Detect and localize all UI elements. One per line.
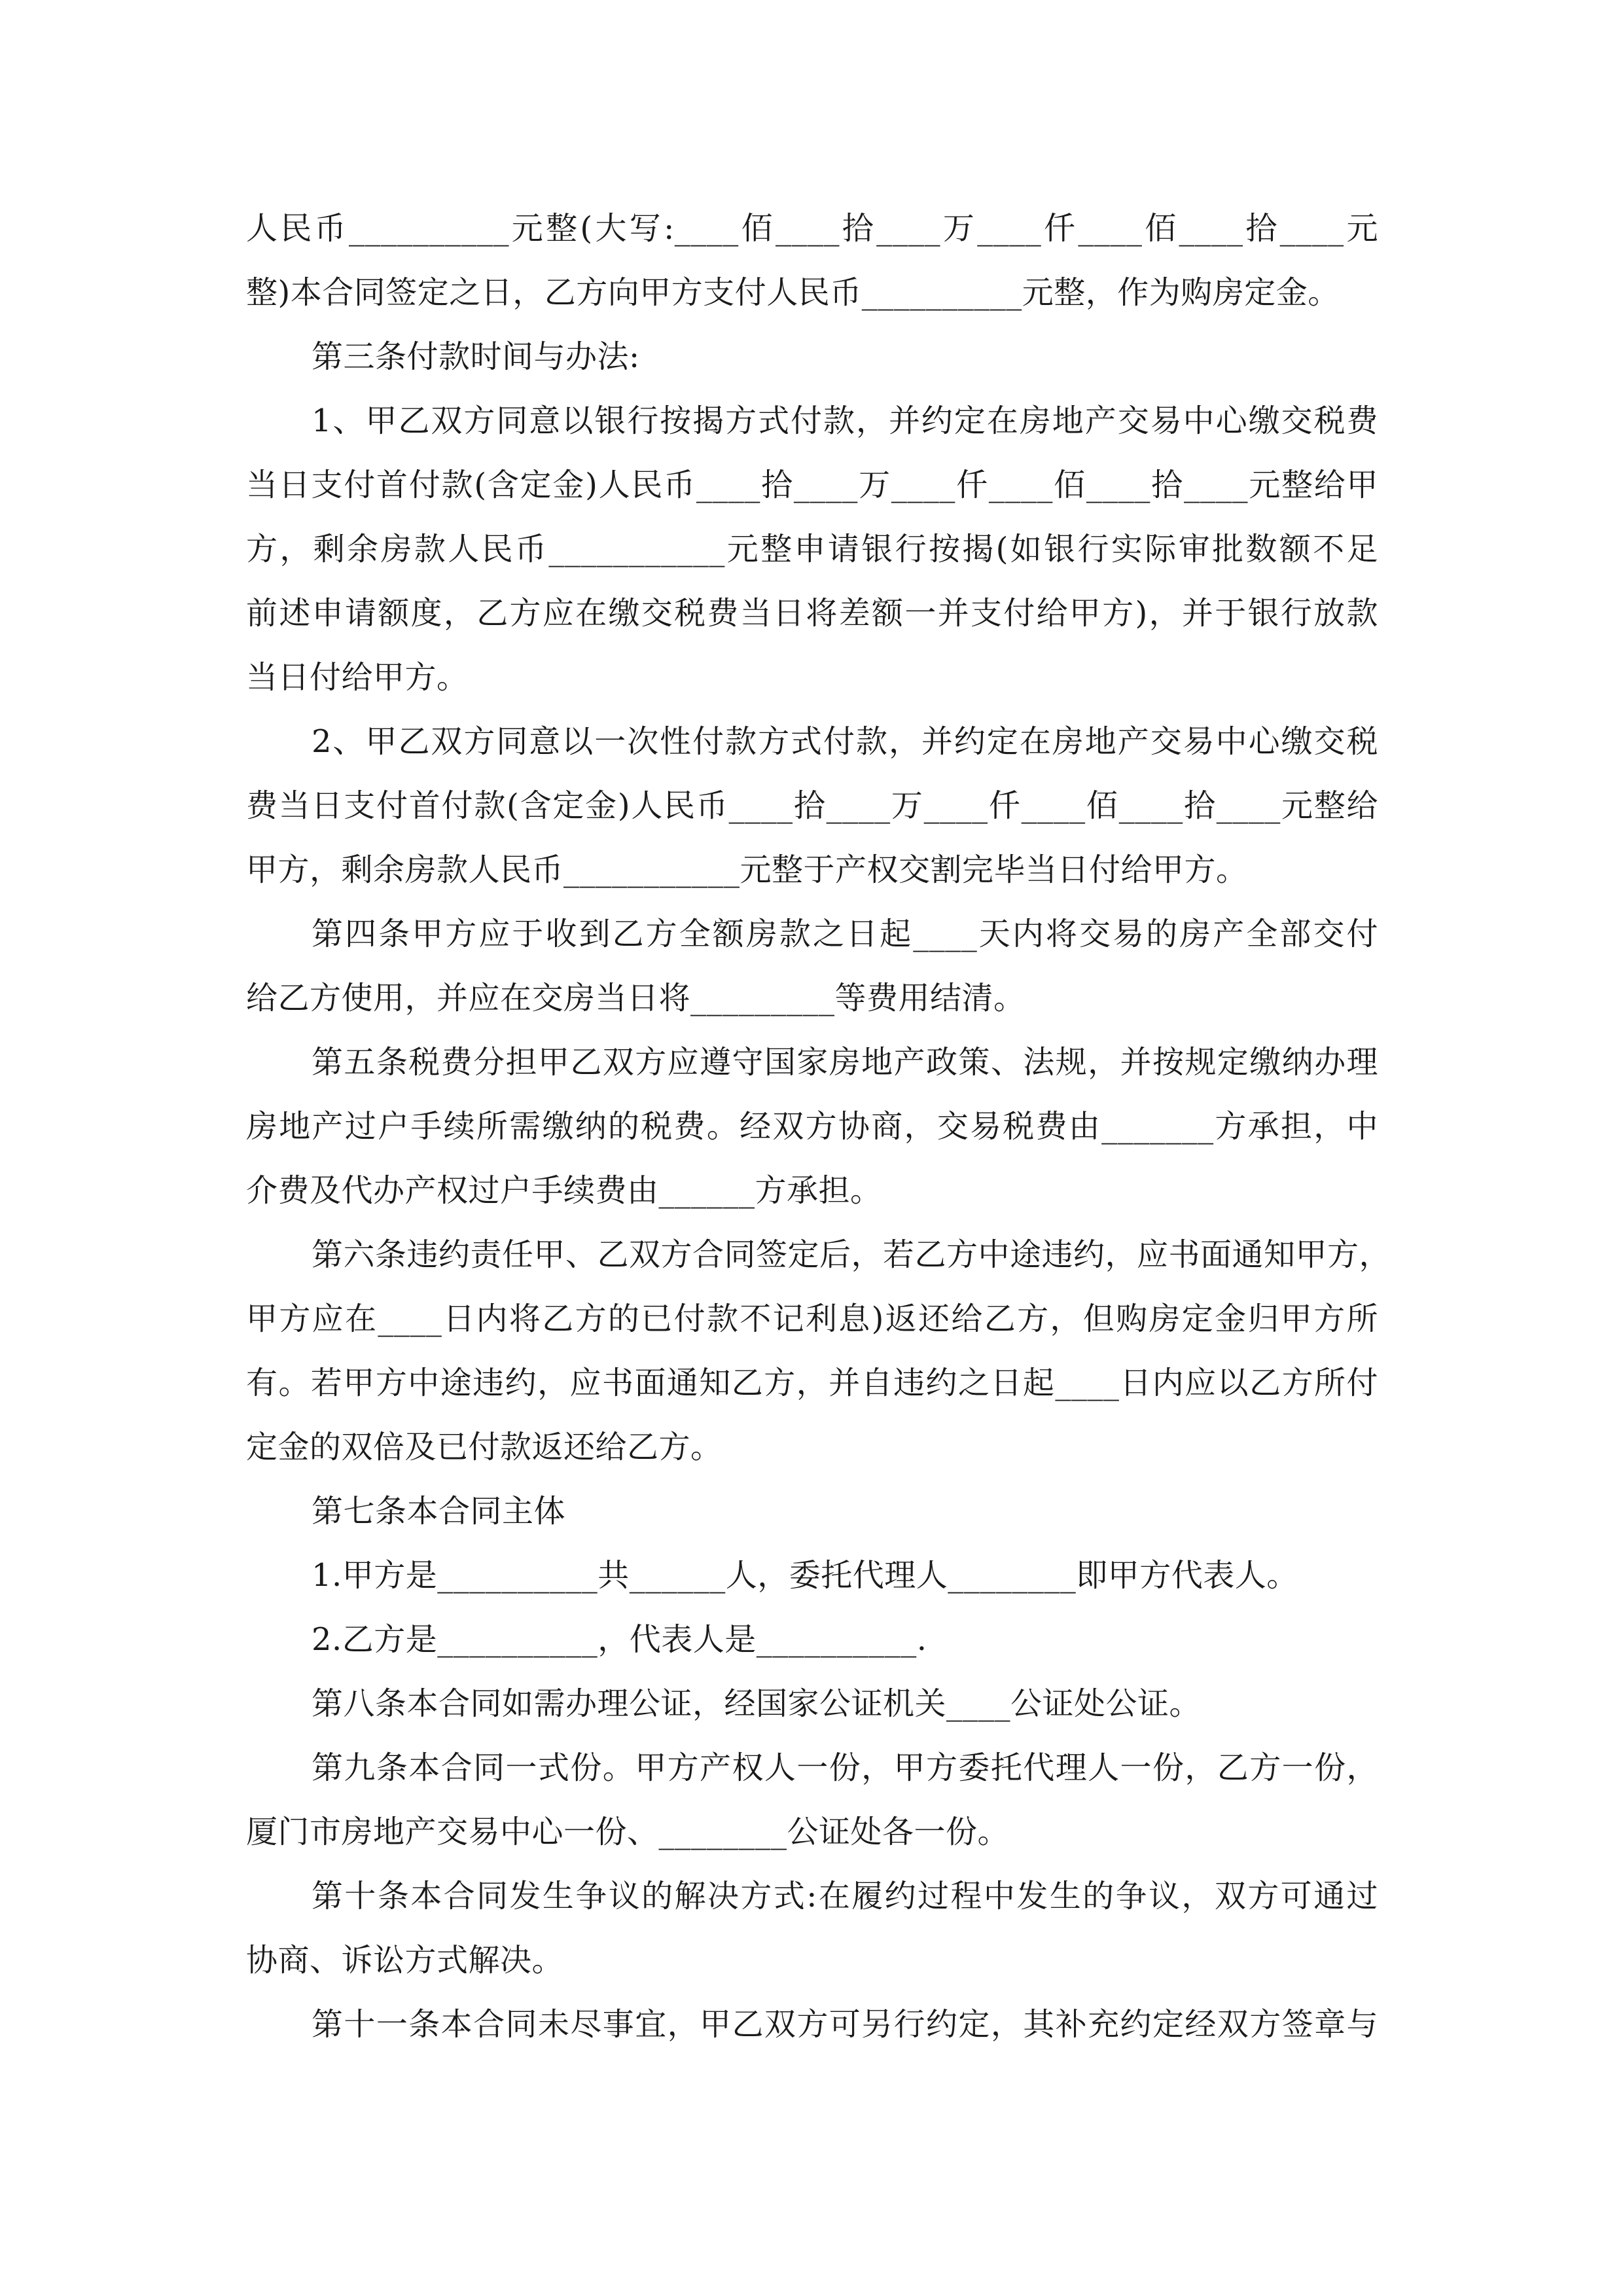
- line-20: 定金的双倍及已付款返还给乙方。: [246, 1429, 722, 1465]
- line-18: 甲方应在____日内将乙方的已付款不记利息)返还给乙方，但购房定金归甲方所: [246, 1300, 1378, 1337]
- line-08: 当日付给甲方。: [246, 659, 469, 696]
- line-28: 协商、诉讼方式解决。: [246, 1942, 564, 1979]
- line-11: 甲方，剩余房款人民币___________元整于产权交割完毕当日付给甲方。: [246, 852, 1248, 888]
- section-5: 第五条税费分担甲乙双方应遵守国家房地产政策、法规，并按规定缴纳办理: [312, 1044, 1378, 1081]
- line-19: 有。若甲方中途违约，应书面通知乙方，并自违约之日起____日内应以乙方所付: [246, 1365, 1378, 1401]
- section-6: 第六条违约责任甲、乙双方合同签定后，若乙方中途违约，应书面通知甲方，: [312, 1236, 1391, 1273]
- line-07: 前述申请额度，乙方应在缴交税费当日将差额一并支付给甲方)，并于银行放款: [246, 595, 1378, 632]
- line-16: 介费及代办产权过户手续费由______方承担。: [246, 1172, 882, 1209]
- line-02: 整)本合同签定之日，乙方向甲方支付人民币__________元整，作为购房定金。: [246, 274, 1340, 311]
- line-13: 给乙方使用，并应在交房当日将_________等费用结清。: [246, 980, 1026, 1016]
- line-26: 厦门市房地产交易中心一份、________公证处各一份。: [246, 1814, 1010, 1850]
- line-09: 2、甲乙双方同意以一次性付款方式付款，并约定在房地产交易中心缴交税: [312, 723, 1378, 760]
- line-06: 方，剩余房款人民币___________元整申请银行按揭(如银行实际审批数额不足: [246, 531, 1378, 567]
- section-9: 第九条本合同一式份。甲方产权人一份，甲方委托代理人一份，乙方一份，: [312, 1749, 1378, 1786]
- section-7-heading: 第七条本合同主体: [312, 1493, 566, 1530]
- party-b-line: 2.乙方是__________，代表人是__________.: [312, 1621, 927, 1658]
- section-4: 第四条甲方应于收到乙方全额房款之日起____天内将交易的房产全部交付: [312, 916, 1378, 952]
- section-8: 第八条本合同如需办理公证，经国家公证机关____公证处公证。: [312, 1685, 1202, 1722]
- line-10: 费当日支付首付款(含定金)人民币____拾____万____仟____佰____拾____元整给: [246, 787, 1378, 824]
- line-01: 人民币__________元整(大写:____佰____拾____万____仟____佰____拾____元: [246, 210, 1378, 247]
- line-05: 当日支付首付款(含定金)人民币____拾____万____仟____佰____拾____元整给甲: [246, 467, 1378, 503]
- contract-body: [246, 196, 1391, 2056]
- section-3-heading: 第三条付款时间与办法:: [312, 338, 640, 375]
- section-11: 第十一条本合同未尽事宜，甲乙双方可另行约定，其补充约定经双方签章与: [312, 2006, 1378, 2043]
- line-15: 房地产过户手续所需缴纳的税费。经双方协商，交易税费由_______方承担，中: [246, 1108, 1378, 1145]
- section-10: 第十条本合同发生争议的解决方式:在履约过程中发生的争议，双方可通过: [312, 1878, 1378, 1914]
- line-04: 1、甲乙双方同意以银行按揭方式付款，并约定在房地产交易中心缴交税费: [312, 403, 1378, 439]
- party-a-line: 1.甲方是__________共______人，委托代理人________即甲方代表人。: [312, 1557, 1298, 1594]
